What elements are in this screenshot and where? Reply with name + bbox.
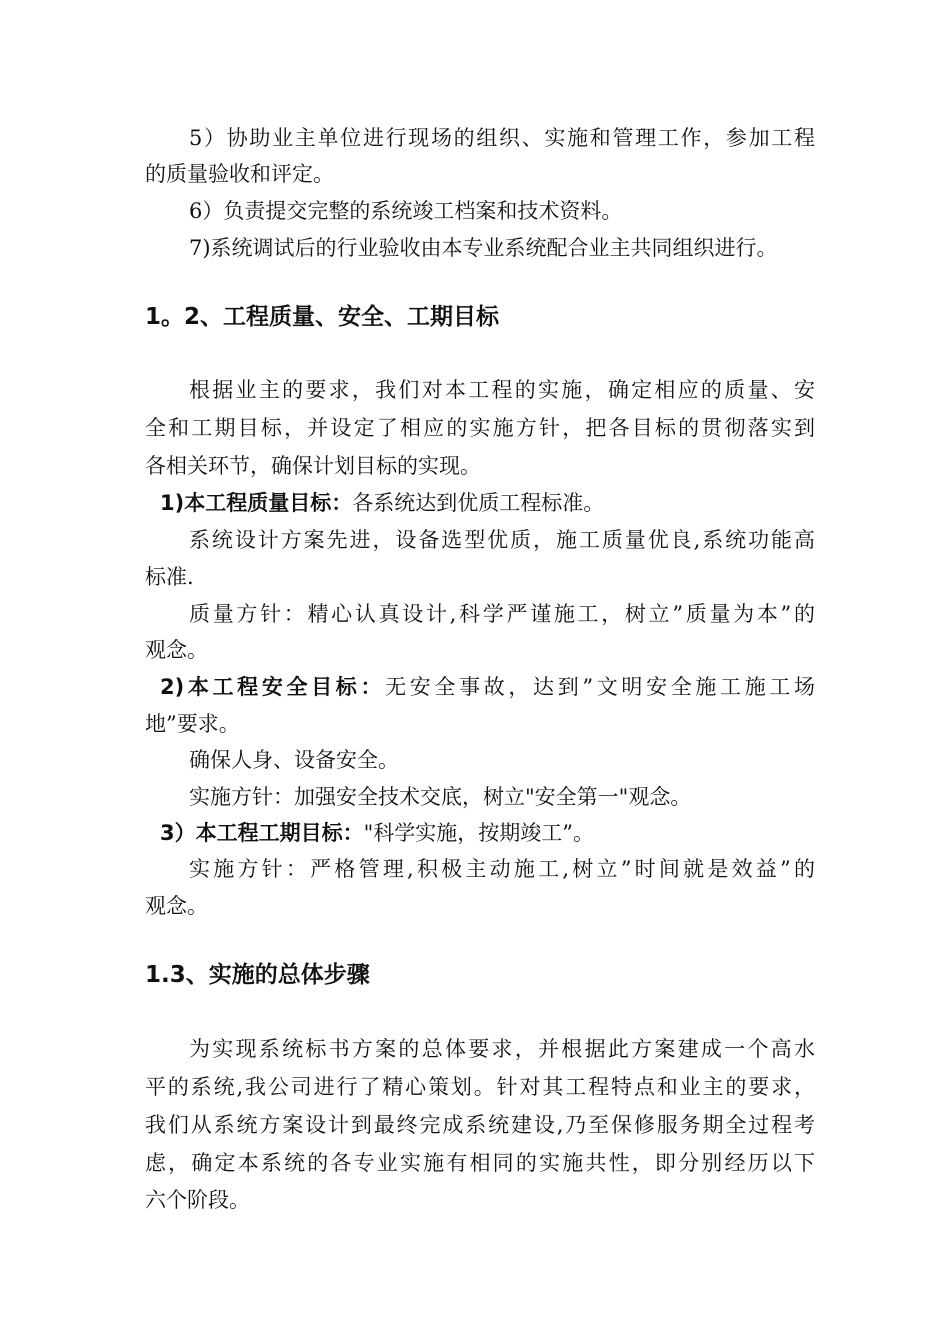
item-5-line-1: 5）协助业主单位进行现场的组织、实施和管理工作，参加工程 — [189, 126, 815, 150]
section-heading-1-2: 1。2、工程质量、安全、工期目标 — [145, 304, 500, 330]
schedule-goal — [160, 819, 815, 847]
quality-policy-line-1: 质量方针：精心认真设计,科学严谨施工，树立”质量为本”的 — [189, 602, 815, 626]
schedule-goal-text: "科学实施，按期竣工”。 — [363, 821, 595, 845]
para-line-2: 平的系统,我公司进行了精心策划。针对其工程特点和业主的要求， — [145, 1075, 815, 1099]
schedule-goal-label: 3）本工程工期目标： — [160, 821, 364, 845]
section-heading-1-3: 1.3、实施的总体步骤 — [145, 962, 370, 988]
intro-line-2: 全和工期目标，并设定了相应的实施方针，把各目标的贯彻落实到 — [145, 416, 815, 440]
safety-goal-text-line-1: 无安全事故，达到”文明安全施工施工场 — [385, 675, 816, 699]
item-7: 7)系统调试后的行业验收由本专业系统配合业主共同组织进行。 — [189, 236, 778, 260]
item-5-line-2: 的质量验收和评定。 — [145, 162, 334, 186]
para-line-1: 为实现系统标书方案的总体要求，并根据此方案建成一个高水 — [189, 1037, 815, 1061]
quality-detail-line-2: 标准. — [145, 565, 194, 589]
para-line-5: 六个阶段。 — [145, 1188, 250, 1212]
schedule-policy-line-2: 观念。 — [145, 894, 208, 918]
safety-goal-label: 2)本工程安全目标： — [160, 675, 386, 699]
para-line-3: 我们从系统方案设计到最终完成系统建设,乃至保修服务期全过程考 — [145, 1113, 815, 1137]
schedule-policy-line-1: 实施方针：严格管理,积极主动施工,树立”时间就是效益”的 — [189, 857, 815, 881]
quality-policy-line-2: 观念。 — [145, 638, 208, 662]
intro-line-3: 各相关环节，确保计划目标的实现。 — [145, 454, 481, 478]
safety-policy: 实施方针：加强安全技术交底，树立"安全第一"观念。 — [189, 785, 692, 809]
safety-detail: 确保人身、设备安全。 — [189, 748, 399, 772]
quality-detail-line-1: 系统设计方案先进，设备选型优质，施工质量优良,系统功能高 — [189, 528, 815, 552]
para-line-4: 虑，确定本系统的各专业实施有相同的实施共性，即分别经历以下 — [145, 1151, 815, 1175]
quality-goal-label: 1)本工程质量目标： — [160, 491, 353, 515]
item-6: 6）负责提交完整的系统竣工档案和技术资料。 — [189, 199, 623, 223]
safety-goal — [160, 673, 815, 701]
quality-goal — [160, 489, 815, 517]
intro-line-1: 根据业主的要求，我们对本工程的实施，确定相应的质量、安 — [189, 378, 815, 402]
safety-goal-text-line-2: 地”要求。 — [145, 712, 240, 736]
quality-goal-text: 各系统达到优质工程标准。 — [352, 491, 605, 515]
